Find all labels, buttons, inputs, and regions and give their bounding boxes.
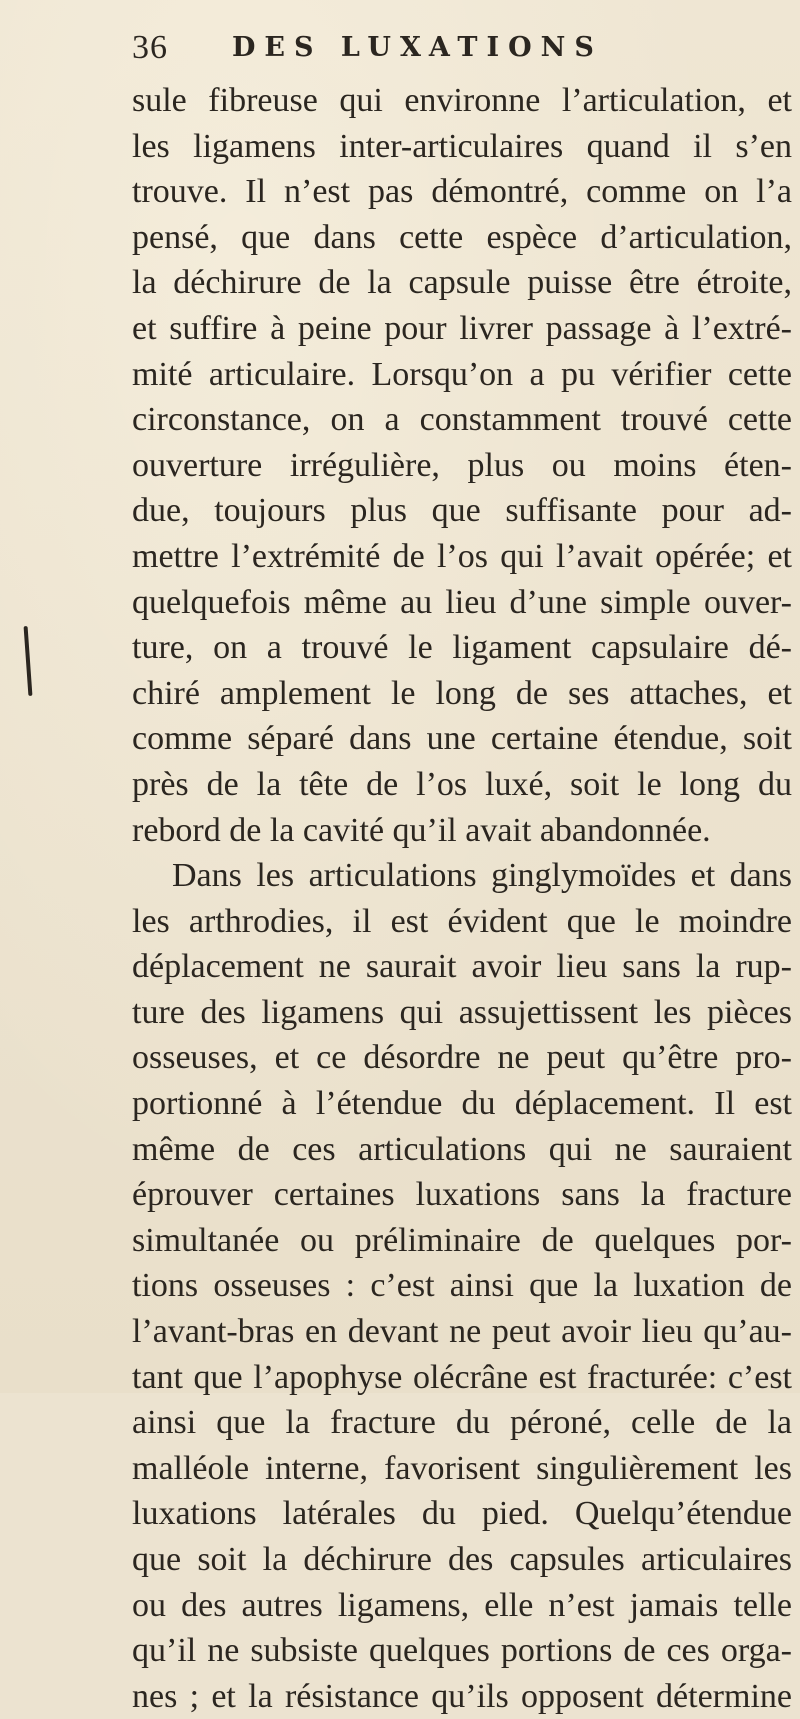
text-line: trouve. Il n’est pas démontré, comme on l’a xyxy=(132,173,792,211)
text-line: Dans les articulations ginglymoïdes et dans xyxy=(172,857,792,895)
text-line: tant que l’apophyse olécrâne est fracturée: c’est xyxy=(132,1358,792,1396)
margin-mark xyxy=(24,626,33,696)
text-line: ture des ligamens qui assujettissent les pièces xyxy=(132,993,792,1031)
text-line: nes ; et la résistance qu’ils opposent détermine xyxy=(132,1677,792,1715)
text-line: mettre l’extrémité de l’os qui l’avait opérée; et xyxy=(132,537,792,575)
text-line: même de ces articulations qui ne sauraient xyxy=(132,1130,792,1168)
text-line: portionné à l’étendue du déplacement. Il est xyxy=(132,1085,792,1123)
text-line: déplacement ne saurait avoir lieu sans la rup- xyxy=(132,948,792,986)
text-line: ainsi que la fracture du péroné, celle de la xyxy=(132,1404,792,1442)
text-line: éprouver certaines luxations sans la fracture xyxy=(132,1176,792,1214)
text-line: rebord de la cavité qu’il avait abandonnée. xyxy=(132,811,711,849)
text-line: simultanée ou préliminaire de quelques por- xyxy=(132,1221,792,1259)
text-line: que soit la déchirure des capsules articulaires xyxy=(132,1541,792,1578)
body-text xyxy=(132,78,792,1719)
text-line: malléole interne, favorisent singulièrement les xyxy=(132,1449,792,1487)
page-number: 36 xyxy=(132,29,168,66)
text-line: ture, on a trouvé le ligament capsulaire dé- xyxy=(132,629,792,667)
text-line: les arthrodies, il est évident que le moindre xyxy=(132,902,792,940)
text-line: chiré amplement le long de ses attaches, et xyxy=(132,674,792,712)
text-line: qu’il ne subsiste quelques portions de ces orga- xyxy=(132,1632,792,1670)
text-line: ou des autres ligamens, elle n’est jamais telle xyxy=(132,1586,792,1624)
text-line: la déchirure de la capsule puisse être étroite, xyxy=(132,264,792,302)
text-line: l’avant-bras en devant ne peut avoir lieu qu’au- xyxy=(132,1313,792,1351)
text-line: tions osseuses : c’est ainsi que la luxation de xyxy=(132,1267,792,1305)
text-line: les ligamens inter-articulaires quand il s’en xyxy=(132,127,792,165)
text-line: osseuses, et ce désordre ne peut qu’être pro- xyxy=(132,1039,792,1077)
text-line: sule fibreuse qui environne l’articulation, et xyxy=(132,82,792,119)
text-line: quelquefois même au lieu d’une simple ouver- xyxy=(132,583,792,621)
running-title: DES LUXATIONS xyxy=(232,32,603,63)
text-line: circonstance, on a constamment trouvé cette xyxy=(132,401,792,439)
text-line: près de la tête de l’os luxé, soit le long du xyxy=(132,765,792,803)
text-line: ouverture irrégulière, plus ou moins éten- xyxy=(132,446,792,484)
text-line: mité articulaire. Lorsqu’on a pu vérifier cette xyxy=(132,355,792,393)
text-line: luxations latérales du pied. Quelqu’étendue xyxy=(132,1495,792,1533)
text-line: et suffire à peine pour livrer passage à l’extré- xyxy=(132,309,792,347)
text-line: due, toujours plus que suffisante pour ad- xyxy=(132,492,792,530)
text-line: comme séparé dans une certaine étendue, soit xyxy=(132,720,792,758)
running-head xyxy=(132,28,772,68)
text-line: pensé, que dans cette espèce d’articulation, xyxy=(132,218,792,256)
